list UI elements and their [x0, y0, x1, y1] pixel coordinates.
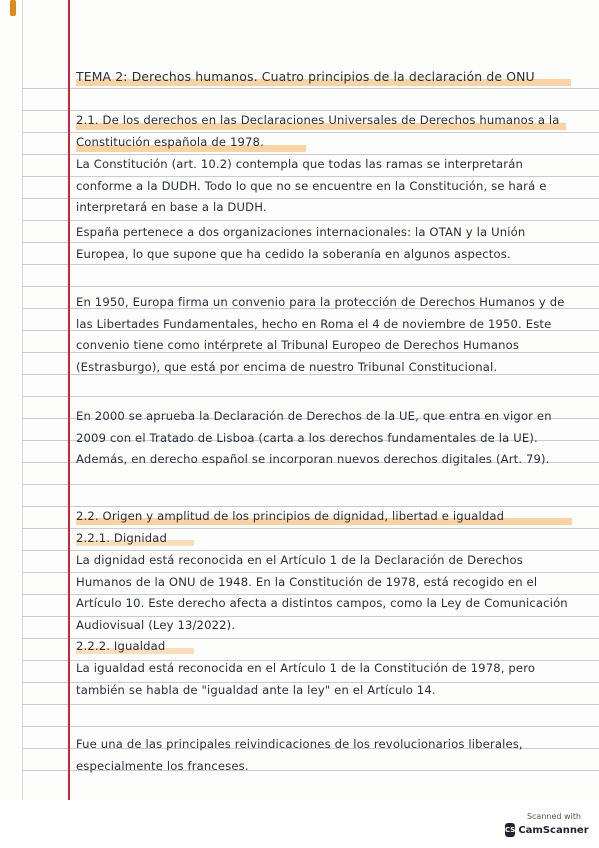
section-2-2-heading: 2.2. Origen y amplitud de los principios de dignidad, libertad e igualdad: [76, 509, 505, 523]
ruled-line: [22, 220, 599, 221]
camscanner-logo-icon: CS: [505, 823, 515, 837]
section-2-1-text: La Constitución (art. 10.2) contempla que todas las ramas se interpretarán conforme a la DUDH. Todo lo que no se encuentre en la Constitución, se hará e interpretará en base a la DUDH.: [76, 157, 547, 215]
watermark-name: CamScanner: [518, 824, 589, 836]
corner-mark: [10, 0, 16, 16]
section-2-2-1-heading: 2.2.1. Dignidad: [76, 531, 168, 545]
section-2-2-2-text: La igualdad está reconocida en el Artículo 1 de la Constitución de 1978, pero también se habla de "igualdad ante la ley" en el Artículo 14.: [76, 661, 536, 697]
camscanner-watermark: [505, 812, 589, 842]
ruled-line: [22, 484, 599, 485]
paragraph-final: Fue una de las principales reivindicaciones de los revolucionarios liberales, especialmente los franceses.: [76, 737, 523, 773]
watermark-brand: [505, 823, 589, 837]
ruled-line: [22, 88, 599, 89]
ruled-line: [22, 286, 599, 287]
paragraph-2000: En 2000 se aprueba la Declaración de Derechos de la UE, que entra en vigor en 2009 con el Tratado de Lisboa (carta a los derechos fundamentales de la UE). Además, en derecho español se incorporan nuevos derechos digitales (Art. 79).: [76, 409, 552, 467]
red-margin-line: [68, 0, 70, 800]
page-title: TEMA 2: Derechos humanos. Cuatro principios de la declaración de ONU: [76, 69, 535, 84]
ruled-line: [22, 704, 599, 705]
section-2-2-2-heading: 2.2.2. Igualdad: [76, 639, 166, 653]
paragraph-otan: España pertenece a dos organizaciones internacionales: la OTAN y la Unión Europea, lo que supone que ha cedido la soberanía en algunos aspectos.: [76, 225, 526, 261]
section-2-2-1-text: La dignidad está reconocida en el Artículo 1 de la Declaración de Derechos Humanos de la ONU de 1948. En la Constitución de 1978, está recogido en el Artículo 10. Este derecho afecta a distintos campos, como la Ley de Comunicación Audiovisual (Ley 13/2022).: [76, 553, 568, 632]
ruled-line: [22, 396, 599, 397]
ruled-line: [22, 726, 599, 727]
paragraph-1950: En 1950, Europa firma un convenio para la protección de Derechos Humanos y de las Libertades Fundamentales, hecho en Roma el 4 de noviembre de 1950. Este convenio tiene como intérprete al Tribunal Europeo de Derechos Humanos (Estrasburgo), que está por encima de nuestro Tribunal Constitucional.: [76, 295, 565, 374]
page-edge-line: [22, 0, 23, 800]
watermark-caption: Scanned with: [526, 812, 581, 821]
section-2-1-heading: 2.1. De los derechos en las Declaraciones Universales de Derechos humanos a la Constitución española de 1978.: [76, 113, 560, 149]
